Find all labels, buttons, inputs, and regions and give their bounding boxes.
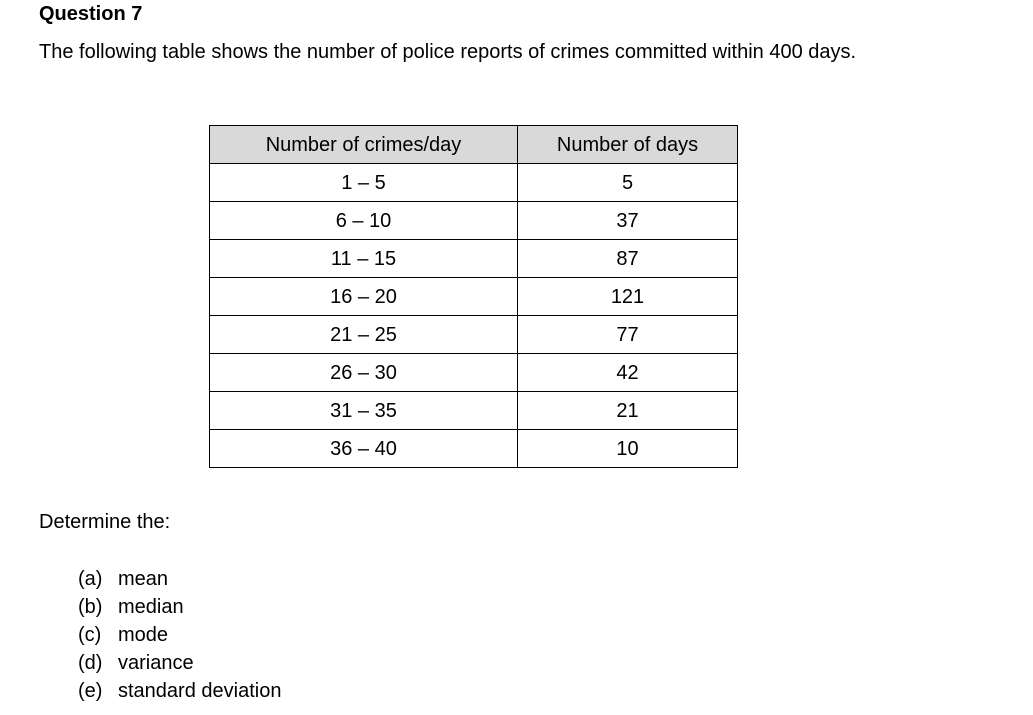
- table-row: [210, 164, 738, 202]
- crimes-range-cell: 31 – 35: [210, 392, 518, 430]
- part-text: variance: [118, 652, 194, 674]
- table-header-row: [210, 126, 738, 164]
- question-intro: The following table shows the number of police reports of crimes committed within 400 days.: [39, 41, 857, 63]
- days-count-cell: 10: [518, 430, 738, 468]
- table-row: [210, 316, 738, 354]
- table-row: [210, 278, 738, 316]
- question-title: Question 7: [39, 3, 143, 25]
- table-row: [210, 240, 738, 278]
- column-header-crimes-per-day: Number of crimes/day: [210, 126, 518, 164]
- part-letter: (b): [78, 596, 103, 618]
- crimes-range-cell: 6 – 10: [210, 202, 518, 240]
- crimes-range-cell: 26 – 30: [210, 354, 518, 392]
- days-count-cell: 77: [518, 316, 738, 354]
- list-item: [78, 565, 281, 593]
- days-count-cell: 42: [518, 354, 738, 392]
- crimes-range-cell: 21 – 25: [210, 316, 518, 354]
- part-text: mean: [118, 568, 169, 590]
- part-text: standard deviation: [118, 680, 282, 702]
- task-prompt: Determine the:: [39, 511, 171, 533]
- part-letter: (d): [78, 652, 103, 674]
- days-count-cell: 21: [518, 392, 738, 430]
- list-item: [78, 649, 281, 677]
- part-text: median: [118, 596, 184, 618]
- crimes-range-cell: 11 – 15: [210, 240, 518, 278]
- list-item: [78, 593, 281, 621]
- part-letter: (e): [78, 680, 103, 702]
- days-count-cell: 87: [518, 240, 738, 278]
- table-row: [210, 430, 738, 468]
- days-count-cell: 121: [518, 278, 738, 316]
- frequency-table: [209, 125, 738, 468]
- table-row: [210, 354, 738, 392]
- part-letter: (a): [78, 568, 103, 590]
- list-item: [78, 677, 281, 705]
- table-row: [210, 202, 738, 240]
- crimes-range-cell: 16 – 20: [210, 278, 518, 316]
- crimes-range-cell: 1 – 5: [210, 164, 518, 202]
- list-item: [78, 621, 281, 649]
- crimes-range-cell: 36 – 40: [210, 430, 518, 468]
- days-count-cell: 5: [518, 164, 738, 202]
- part-letter: (c): [78, 624, 102, 646]
- days-count-cell: 37: [518, 202, 738, 240]
- column-header-number-of-days: Number of days: [518, 126, 738, 164]
- table-row: [210, 392, 738, 430]
- task-parts-list: [78, 565, 281, 705]
- part-text: mode: [118, 624, 169, 646]
